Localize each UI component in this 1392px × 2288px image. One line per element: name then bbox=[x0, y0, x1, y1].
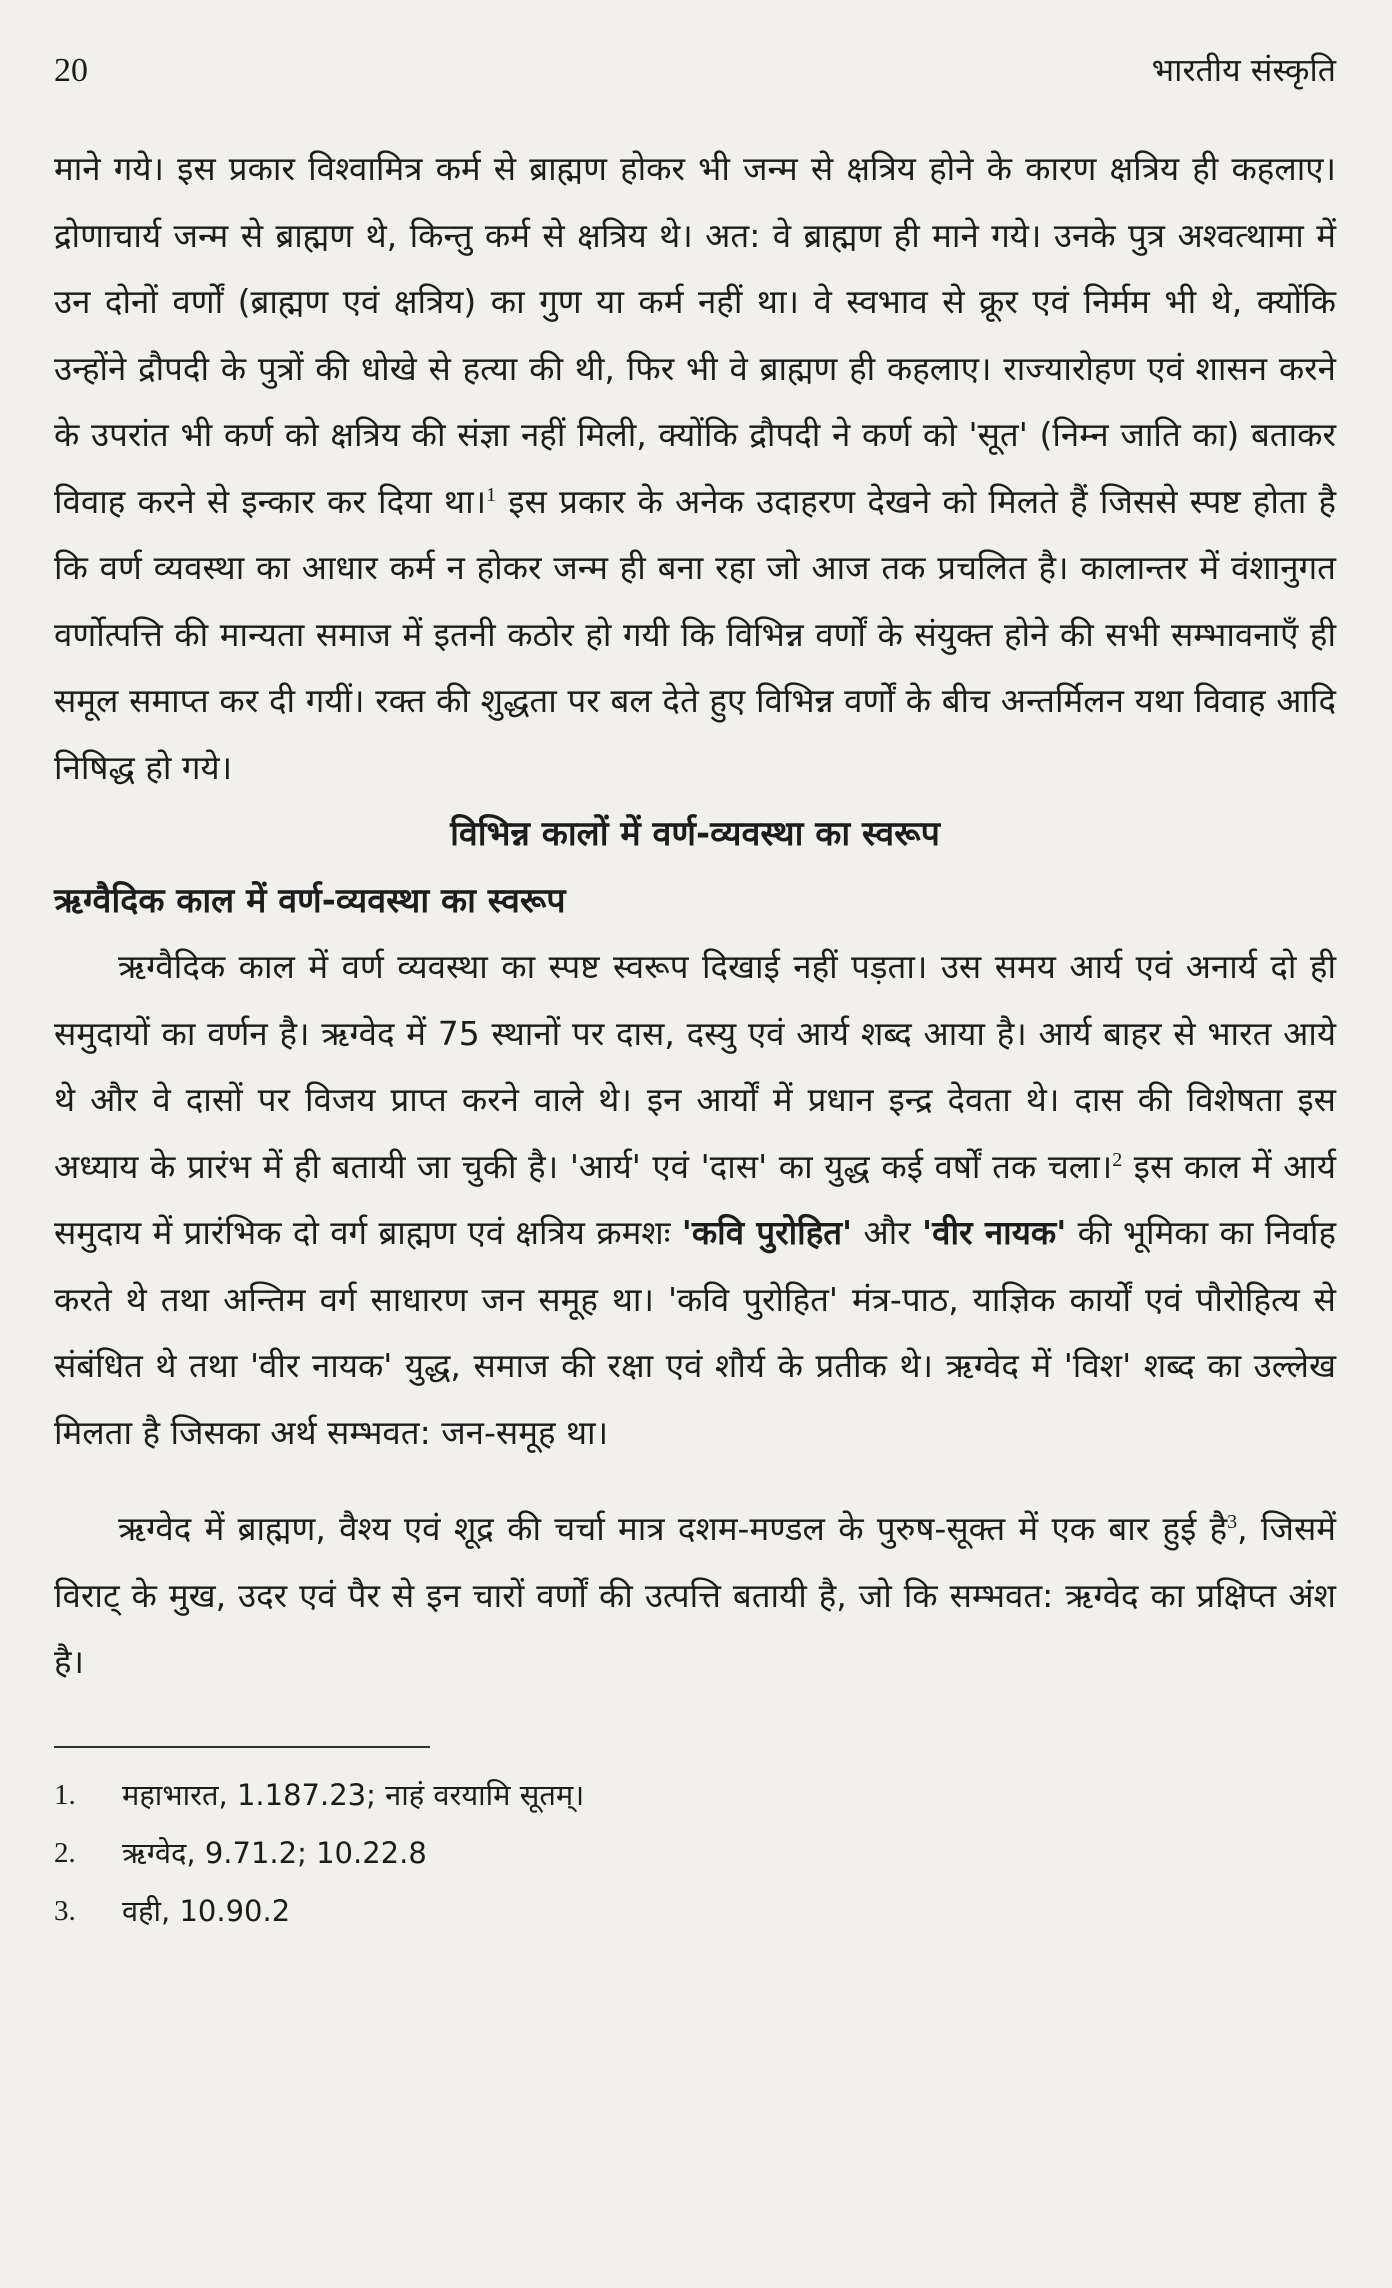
page-body bbox=[54, 136, 1336, 1696]
footnote-1 bbox=[54, 1766, 1336, 1824]
footnote-text: वही, 10.90.2 bbox=[122, 1893, 291, 1928]
page-number: 20 bbox=[54, 52, 88, 89]
bold-term-veer-nayak: 'वीर नायक' bbox=[922, 1213, 1067, 1252]
footnote-ref-3: 3 bbox=[1227, 1511, 1238, 1533]
footnote-number: 2. bbox=[54, 1836, 76, 1869]
section-heading: विभिन्न कालों में वर्ण-व्यवस्था का स्वरूप bbox=[450, 814, 940, 854]
footnote-divider bbox=[54, 1746, 430, 1748]
paragraph-2-text-d: की भूमिका का निर्वाह करते थे तथा अन्तिम वर्ग साधारण जन समूह था। 'कवि पुरोहित' मंत्र-पाठ, याज्ञिक कार्यों एवं पौरोहित्य से संबंधित थे तथा 'वीर नायक' युद्ध, समाज की रक्षा एवं शौर्य के प्रतीक थे। ऋग्वेद में 'विश' शब्द का उल्लेख मिलता है जिसका अर्थ सम्भवत: जन-समूह था। bbox=[54, 1213, 1336, 1452]
footnote-3 bbox=[54, 1882, 1336, 1940]
paragraph-3 bbox=[54, 1496, 1336, 1696]
paragraph-1-text-b: इस प्रकार के अनेक उदाहरण देखने को मिलते हैं जिससे स्पष्ट होता है कि वर्ण व्यवस्था का आधार कर्म न होकर जन्म ही बना रहा जो आज तक प्रचलित है। कालान्तर में वंशानुगत वर्णोत्पत्ति की मान्यता समाज में इतनी कठोर हो गयी कि विभिन्न वर्णों के संयुक्त होने की सभी सम्भावनाएँ ही समूल समाप्त कर दी गयीं। रक्त की शुद्धता पर बल देते हुए विभिन्न वर्णों के बीच अन्तर्मिलन यथा विवाह आदि निषिद्ध हो गये। bbox=[54, 481, 1336, 787]
paragraph-3-text-b: , जिसमें विराट् के मुख, उदर एवं पैर से इन चारों वर्णों की उत्पत्ति बतायी है, जो कि सम्भवत: ऋग्वेद का प्रक्षिप्त अंश है। bbox=[54, 1509, 1336, 1681]
footnote-number: 1. bbox=[54, 1778, 76, 1811]
paragraph-2-text-b: इस काल में आर्य समुदाय में प्रारंभिक दो वर्ग ब्राह्मण एवं क्षत्रिय क्रमशः bbox=[54, 1146, 1336, 1252]
footnote-number: 3. bbox=[54, 1894, 76, 1927]
paragraph-1 bbox=[54, 136, 1336, 801]
paragraph-2-text-a: ऋग्वैदिक काल में वर्ण व्यवस्था का स्पष्ट स्वरूप दिखाई नहीं पड़ता। उस समय आर्य एवं अनार्य दो ही समुदायों का वर्णन है। ऋग्वेद में 75 स्थानों पर दास, दस्यु एवं आर्य शब्द आया है। आर्य बाहर से भारत आये थे और वे दासों पर विजय प्राप्त करने वाले थे। इन आर्यों में प्रधान इन्द्र देवता थे। दास की विशेषता इस अध्याय के प्रारंभ में ही बतायी जा चुकी है। 'आर्य' एवं 'दास' का युद्ध कई वर्षों तक चला। bbox=[54, 947, 1336, 1186]
running-title: भारतीय संस्कृति bbox=[1151, 51, 1336, 89]
page-header bbox=[54, 48, 1336, 108]
bold-term-kavi-purohit: 'कवि पुरोहित' bbox=[681, 1213, 853, 1252]
paragraph-1-text-a: माने गये। इस प्रकार विश्वामित्र कर्म से ब्राह्मण होकर भी जन्म से क्षत्रिय होने के कारण क्षत्रिय ही कहलाए। द्रोणाचार्य जन्म से ब्राह्मण थे, किन्तु कर्म से क्षत्रिय थे। अत: वे ब्राह्मण ही माने गये। उनके पुत्र अश्वत्थामा में उन दोनों वर्णों (ब्राह्मण एवं क्षत्रिय) का गुण या कर्म नहीं था। वे स्वभाव से क्रूर एवं निर्मम भी थे, क्योंकि उन्होंने द्रौपदी के पुत्रों की धोखे से हत्या की थी, फिर भी वे ब्राह्मण ही कहलाए। राज्यारोहण एवं शासन करने के उपरांत भी कर्ण को क्षत्रिय की संज्ञा नहीं मिली, क्योंकि द्रौपदी ने कर्ण को 'सूत' (निम्न जाति का) बताकर विवाह करने से इन्कार कर दिया था। bbox=[54, 149, 1336, 521]
paragraph-2 bbox=[54, 934, 1336, 1466]
paragraph-3-text-a: ऋग्वेद में ब्राह्मण, वैश्य एवं शूद्र की चर्चा मात्र दशम-मण्डल के पुरुष-सूक्त में एक बार हुई है bbox=[118, 1509, 1228, 1548]
footnotes bbox=[54, 1766, 1336, 1940]
footnote-text: ऋग्वेद, 9.71.2; 10.22.8 bbox=[122, 1835, 427, 1870]
footnote-ref-2: 2 bbox=[1112, 1148, 1123, 1171]
paragraph-2-text-c: और bbox=[852, 1213, 923, 1252]
footnote-ref-1: 1 bbox=[486, 483, 497, 506]
footnote-2 bbox=[54, 1824, 1336, 1882]
footnote-text: महाभारत, 1.187.23; नाहं वरयामि सूतम्। bbox=[122, 1777, 585, 1812]
subsection-heading: ऋग्वैदिक काल में वर्ण-व्यवस्था का स्वरूप bbox=[54, 880, 566, 921]
